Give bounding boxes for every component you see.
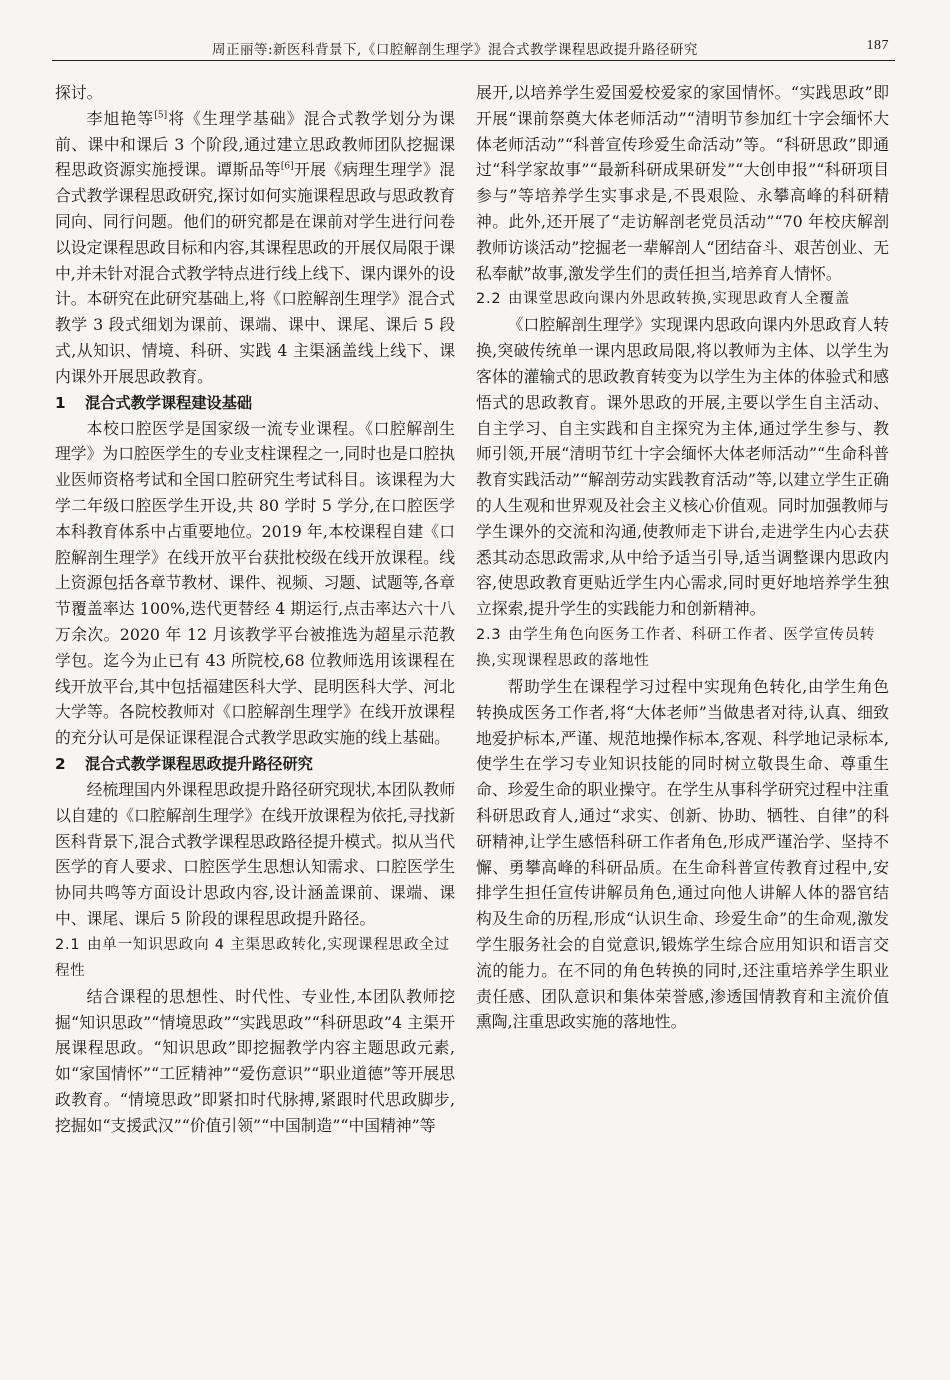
running-title: 周正丽等:新医科背景下,《口腔解剖生理学》混合式教学课程思政提升路径研究 [212,42,698,58]
paragraph: 展开,以培养学生爱国爱校爱家的家国情怀。“实践思政”即开展“课前祭奠大体老师活动”“清明节参加红十字会缅怀大体老师活动”“科普宣传珍爱生命活动”等。“科研思政”即通过“科学家故事”“最新科研成果研发”“大创申报”“科研项目参与”等培养学生实事求是,不畏艰险、永攀高峰的科研精神。此外,还开展了“走访解剖老党员活动”“70 年校庆解剖教师访谈活动”挖掘老一辈解剖人“团结奋斗、艰苦创业、无私奉献”故事,激发学生们的责任担当,培养育人情怀。 [476,83,889,283]
citation: [5] [154,110,168,121]
paragraph: 经梳理国内外课程思政提升路径研究现状,本团队教师以自建的《口腔解剖生理学》在线开放课程为依托,寻找新医科背景下,混合式教学课程思政路径提升模式。拟从当代医学的育人要求、口腔医学生思想认知需求、口腔医学生协同共鸣等方面设计思政内容,设计涵盖课前、课端、课中、课尾、课后 5 阶段的课程思政提升路径。 [55,779,455,928]
right-column [476,80,889,1035]
subsection-heading: 2.2 由课堂思政向课内外思政转换,实现思政育人全覆盖 [476,291,851,308]
subsection-heading: 2.1 由单一知识思政向 4 主渠思政转化,实现课程思政全过程性 [55,936,450,979]
paragraph: 探讨。 [55,83,103,102]
paragraph: 李旭艳等[5]将《生理学基础》混合式教学划分为课前、课中和课后 3 个阶段,通过建立思政教师团队挖掘课程思政资源实施授课。谭斯品等[6]开展《病理生理学》混合式教学课程思政研究,探讨如何实施课程思政与思政教育同向、同行问题。他们的研究都是在课前对学生进行问卷以设定课程思政目标和内容,其课程思政的开展仅局限于课中,并未针对混合式教学特点进行线上线下、课内课外的设计。本研究在此研究基础上,将《口腔解剖生理学》混合式教学 3 段式细划为课前、课端、课中、课尾、课后 5 段式,从知识、情境、科研、实践 4 主渠涵盖线上线下、课内课外开展思政教育。 [55,108,455,386]
left-column [55,80,455,1138]
section-heading: 2 混合式教学课程思政提升路径研究 [55,754,313,773]
paragraph: 《口腔解剖生理学》实现课内思政向课内外思政育人转换,突破传统单一课内思政局限,将以教师为主体、以学生为客体的灌输式的思政教育转变为以学生为主体的体验式和感悟式的思政教育。课外思政的开展,主要以学生自主活动、自主学习、自主实践和自主探究为主体,通过学生参与、教师引领,开展“清明节红十字会缅怀大体老师活动”“生命科普教育实践活动”“解剖劳动实践教育活动”等,以建立学生正确的人生观和世界观及社会主义核心价值观。同时加强教师与学生课外的交流和沟通,使教师走下讲台,走进学生内心去获悉其动态思政需求,从中给予适当引导,适当调整课内思政内容,使思政教育更贴近学生内心需求,同时更好地培养学生独立探索,提升学生的实践能力和创新精神。 [476,315,889,619]
running-header [52,34,895,61]
paragraph: 结合课程的思想性、时代性、专业性,本团队教师挖掘“知识思政”“情境思政”“实践思政”“科研思政”4 主渠开展课程思政。“知识思政”即挖掘教学内容主题思政元素,如“家国情怀”“工匠精神”“爱伤意识”“职业道德”等开展思政教育。“情境思政”即紧扣时代脉搏,紧跟时代思政脚步,挖掘如“支援武汉”“价值引领”“中国制造”“中国精神”等 [55,986,455,1135]
paragraph: 本校口腔医学是国家级一流专业课程。《口腔解剖生理学》为口腔医学生的专业支柱课程之一,同时也是口腔执业医师资格考试和全国口腔研究生考试科目。该课程为大学二年级口腔医学生开设,共 80 学时 5 学分,在口腔医学本科教育体系中占重要地位。2019 年,本校课程自建《口腔解剖生理学》在线开放平台获批校级在线开放课程。线上资源包括各章节教材、课件、视频、习题、试题等,各章节覆盖率达 100%,迭代更替经 4 期运行,点击率达六十八万余次。2020 年 12 月该教学平台被推选为超星示范教学包。迄今为止已有 43 所院校,68 位教师选用该课程在线开放平台,其中包括福建医科大学、昆明医科大学、河北大学等。各院校教师对《口腔解剖生理学》在线开放课程的充分认可是保证课程混合式教学思政实施的线上基础。 [55,418,455,748]
paragraph: 帮助学生在课程学习过程中实现角色转化,由学生角色转换成医务工作者,将“大体老师”当做患者对待,认真、细致地爱护标本,严谨、规范地操作标本,客观、科学地记录标本,使学生在学习专业知识技能的同时树立敬畏生命、尊重生命、珍爱生命的职业操守。在学生从事科学研究过程中注重科研思政育人,通过“求实、创新、协助、牺牲、自律”的科研精神,让学生感悟科研工作者角色,形成严谨治学、坚持不懈、勇攀高峰的科研品质。在生命科普宣传教育过程中,安排学生担任宣传讲解员角色,通过向他人讲解人体的器官结构及生命的历程,形成“认识生命、珍爱生命”的生命观,激发学生服务社会的自觉意识,锻炼学生综合应用知识和语言交流的能力。在不同的角色转换的同时,还注重培养学生职业责任感、团队意识和集体荣誉感,渗透国情教育和主流价值熏陶,注重思政实施的落地性。 [476,676,889,1032]
section-heading: 1 混合式教学课程建设基础 [55,393,253,412]
subsection-heading: 2.3 由学生角色向医务工作者、科研工作者、医学宣传员转换,实现课程思政的落地性 [476,626,876,669]
citation: [6] [280,162,294,173]
page-number: 187 [866,38,889,53]
